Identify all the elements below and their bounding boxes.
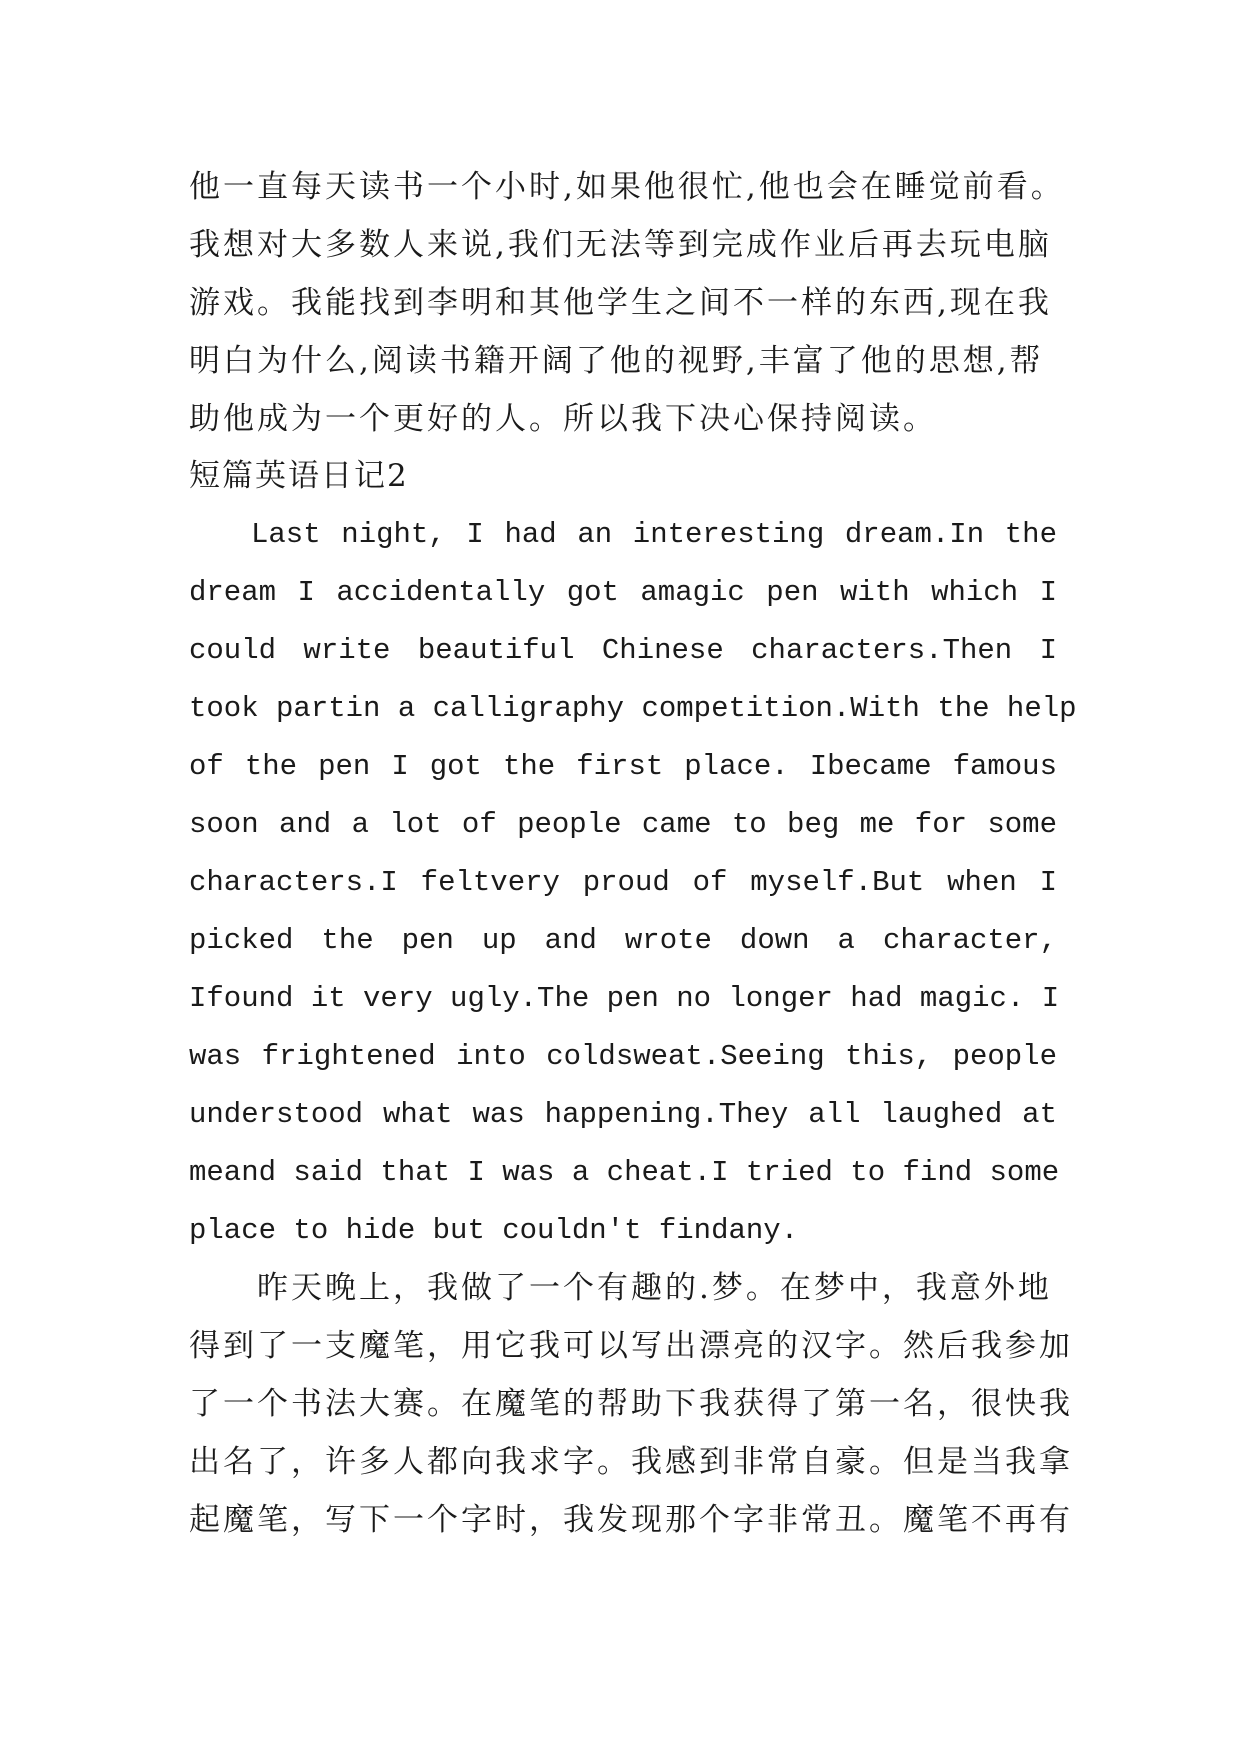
section-heading: 短篇英语日记2 [189, 458, 409, 494]
paragraph-line: 助他成为一个更好的人。所以我下决心保持阅读。 [189, 401, 937, 437]
paragraph-line: took partin a calligraphy competition.With the help [189, 692, 1077, 725]
paragraph-line: Ifound it very ugly.The pen no longer had magic. I [189, 982, 1060, 1015]
paragraph-line: 了一个书法大赛。在魔笔的帮助下我获得了第一名，很快我 [189, 1386, 1073, 1422]
paragraph-line: was frightened into coldsweat.Seeing this, people [189, 1040, 1057, 1073]
paragraph-line: Last night, I had an interesting dream.In the [189, 518, 1057, 551]
paragraph-line: soon and a lot of people came to beg me for some [189, 808, 1057, 841]
paragraph-line: 得到了一支魔笔，用它我可以写出漂亮的汉字。然后我参加 [189, 1328, 1073, 1364]
paragraph-line: 明白为什么,阅读书籍开阔了他的视野,丰富了他的思想,帮 [189, 343, 1044, 379]
paragraph-line: 昨天晚上，我做了一个有趣的.梦。在梦中，我意外地 [189, 1270, 1052, 1306]
paragraph-line: 起魔笔，写下一个字时，我发现那个字非常丑。魔笔不再有 [189, 1502, 1073, 1538]
paragraph-line: understood what was happening.They all laughed at [189, 1098, 1057, 1131]
paragraph-line: 出名了，许多人都向我求字。我感到非常自豪。但是当我拿 [189, 1444, 1073, 1480]
paragraph-line: could write beautiful Chinese characters.Then I [189, 634, 1057, 667]
paragraph-line: characters.I feltvery proud of myself.But when I [189, 866, 1057, 899]
paragraph-line: picked the pen up and wrote down a character, [189, 924, 1057, 957]
paragraph-line: dream I accidentally got amagic pen with which I [189, 576, 1057, 609]
paragraph-line: of the pen I got the first place. Ibecame famous [189, 750, 1057, 783]
paragraph-line: meand said that I was a cheat.I tried to find some [189, 1156, 1060, 1189]
paragraph-line: 游戏。我能找到李明和其他学生之间不一样的东西,现在我 [189, 285, 1052, 321]
paragraph-line: 我想对大多数人来说,我们无法等到完成作业后再去玩电脑 [189, 227, 1052, 263]
paragraph-line: place to hide but couldn't findany. [189, 1214, 799, 1247]
paragraph-line: 他一直每天读书一个小时,如果他很忙,他也会在睡觉前看。 [189, 169, 1065, 205]
